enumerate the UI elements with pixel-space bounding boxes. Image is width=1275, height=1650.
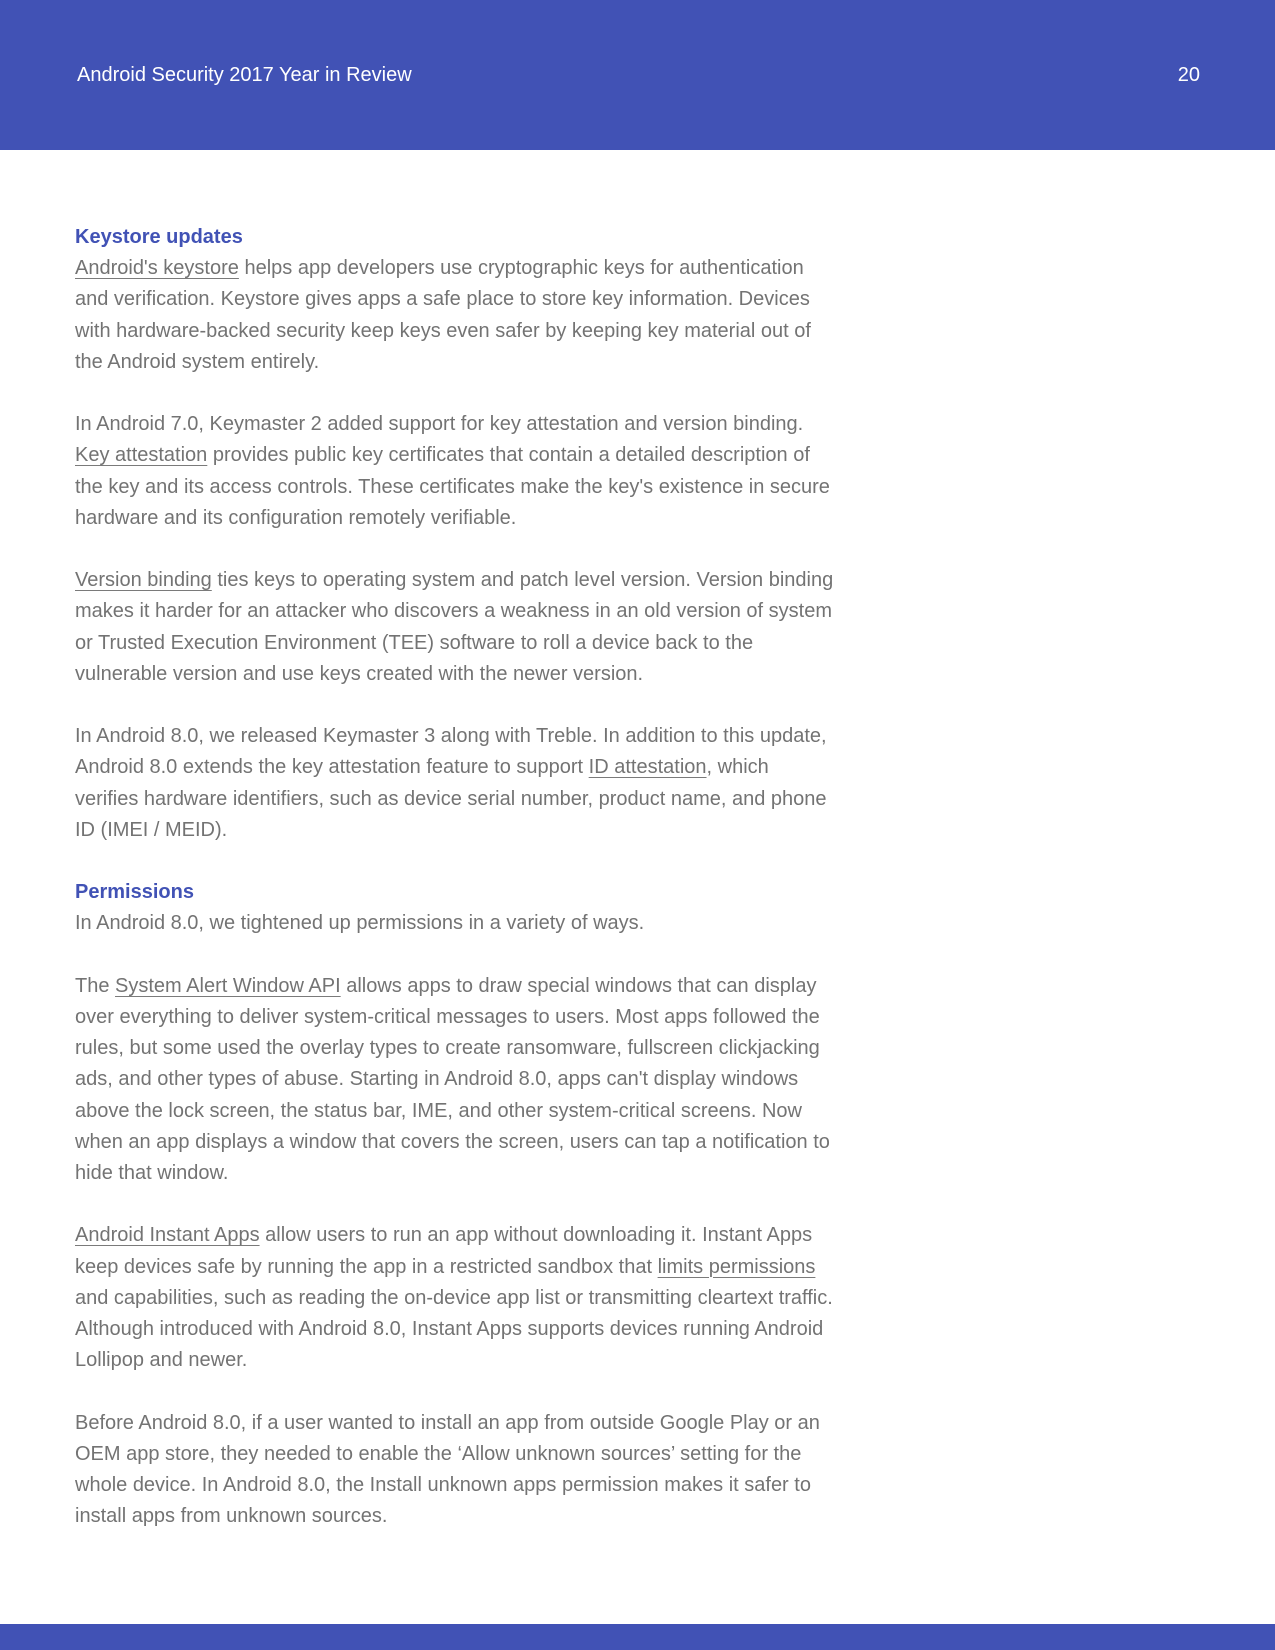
paragraph-gap (75, 846, 835, 877)
keystore-heading: Keystore updates (75, 226, 243, 248)
paragraph-gap (75, 378, 835, 409)
keystore-paragraph-3 (75, 565, 835, 690)
keystore-paragraph-4 (75, 721, 835, 846)
id-attestation-link[interactable]: ID attestation (588, 756, 707, 779)
permissions-paragraph-2-pre: The (75, 974, 116, 997)
paragraph-gap (75, 940, 835, 971)
permissions-heading: Permissions (75, 881, 194, 904)
keystore-paragraph-2-pre: In Android 7.0, Keymaster 2 added support for key attestation and version binding. (75, 413, 804, 436)
permissions-paragraph-2-post: allows apps to draw special windows that can display over everything to deliver system-critical messages to users. Most apps followed the rules, but some used the overlay types to create ransomware, fullscreen clickjacking ads, and other types of abuse. Starting in Android 8.0, apps can't display windows above the lock screen, the status bar, IME, and other system-critical screens. Now when an app displays a window that covers the screen, users can tap a notification to hide that window. (75, 974, 830, 1185)
version-binding-link[interactable]: Version binding (75, 569, 212, 592)
permissions-paragraph-3 (75, 1220, 835, 1376)
permissions-paragraph-3-post: and capabilities, such as reading the on-device app list or transmitting cleartext traffic. Although introduced with Android 8.0, Instant Apps supports devices running Android Lollipop and newer. (75, 1286, 833, 1372)
paragraph-gap (75, 1189, 835, 1220)
keystore-paragraph-2-post: provides public key certificates that contain a detailed description of the key and its access controls. These certificates make the key's existence in secure hardware and its configuration remotely verifiable. (75, 444, 830, 529)
paragraph-gap (75, 1376, 835, 1407)
permissions-paragraph-2 (75, 971, 835, 1189)
page-footer-bar (0, 1624, 1275, 1650)
page-header (0, 0, 1275, 150)
keystore-paragraph-1 (75, 253, 835, 378)
keystore-paragraph-1-text: helps app developers use cryptographic keys for authentication and verification. Keystore gives apps a safe place to store key information. Devices with hardware-backed security keep keys even safer by keeping key material out of the Android system entirely. (75, 257, 811, 373)
permissions-paragraph-4: Before Android 8.0, if a user wanted to install an app from outside Google Play or an OEM app store, they needed to enable the ‘Allow unknown sources’ setting for the whole device. In Android 8.0, the Install unknown apps permission makes it safer to install apps from unknown sources. (75, 1411, 820, 1528)
document-title: Android Security 2017 Year in Review (77, 64, 412, 86)
keystore-paragraph-4-pre: In Android 8.0, we released Keymaster 3 along with Treble. In addition to this update, Android 8.0 extends the key attestation feature to support (75, 725, 827, 779)
androids-keystore-link[interactable]: Android's keystore (75, 257, 239, 280)
android-instant-apps-link[interactable]: Android Instant Apps (75, 1224, 260, 1247)
permissions-paragraph-1: In Android 8.0, we tightened up permissions in a variety of ways. (75, 912, 645, 935)
permissions-paragraph-3-mid: allow users to run an app without downloading it. Instant Apps keep devices safe by running the app in a restricted sandbox that (75, 1224, 813, 1278)
paragraph-gap (75, 534, 835, 565)
keystore-paragraph-3-text: ties keys to operating system and patch level version. Version binding makes it harder for an attacker who discovers a weakness in an old version of system or Trusted Execution Environment (TEE) software to roll a device back to the vulnerable version and use keys created with the newer version. (75, 569, 834, 685)
key-attestation-link[interactable]: Key attestation (75, 444, 208, 467)
limits-permissions-link[interactable]: limits permissions (657, 1255, 816, 1278)
paragraph-gap (75, 690, 835, 721)
keystore-paragraph-4-post: , which verifies hardware identifiers, such as device serial number, product name, and phone ID (IMEI / MEID). (75, 756, 827, 841)
keystore-paragraph-2 (75, 409, 835, 534)
main-content (75, 222, 835, 1532)
page-number: 20 (1177, 64, 1200, 86)
system-alert-window-api-link[interactable]: System Alert Window API (115, 974, 341, 997)
